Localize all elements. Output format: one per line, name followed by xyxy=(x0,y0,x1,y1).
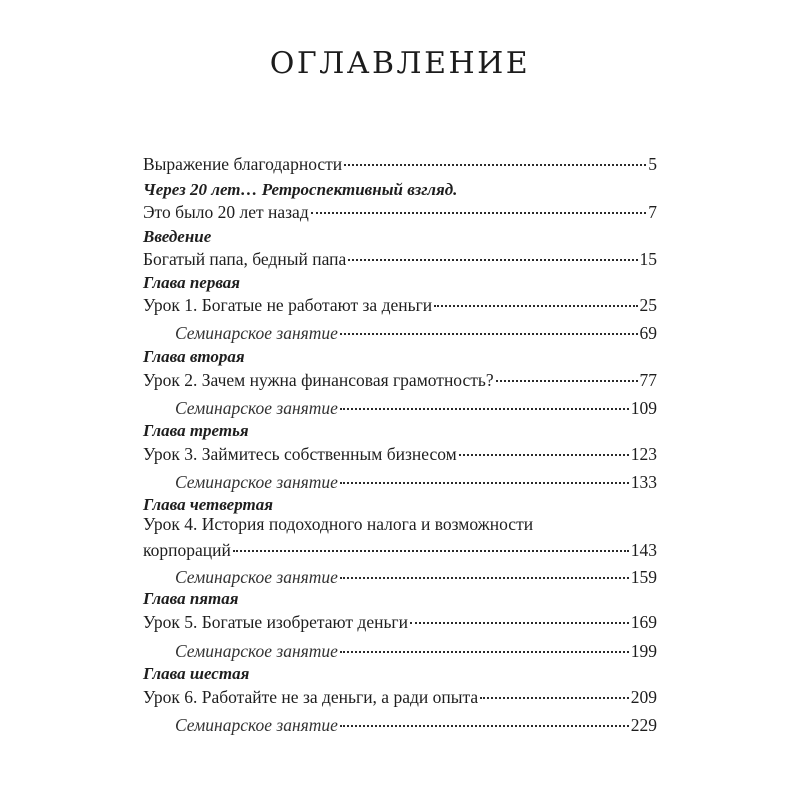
chapter-heading-4: Глава четвертая xyxy=(143,495,273,514)
page-number: 7 xyxy=(648,202,657,222)
page-number: 143 xyxy=(630,540,657,560)
dot-leader xyxy=(348,245,637,265)
toc-entry-lesson-3[interactable] xyxy=(143,440,657,464)
toc-entry-seminar-1[interactable] xyxy=(175,319,657,343)
section-heading-intro: Введение xyxy=(143,227,212,246)
entry-label: Это было 20 лет назад xyxy=(143,202,309,222)
section-heading-retro: Через 20 лет… Ретроспективный взгляд. xyxy=(143,180,458,199)
page-number: 15 xyxy=(639,249,657,269)
page-number: 133 xyxy=(630,472,657,492)
entry-label: Семинарское занятие xyxy=(175,715,338,735)
dot-leader xyxy=(340,394,629,414)
dot-leader xyxy=(410,608,629,628)
toc-entry-seminar-5[interactable] xyxy=(175,637,657,661)
toc-entry-intro[interactable] xyxy=(143,245,657,269)
entry-label: Семинарское занятие xyxy=(175,641,338,661)
dot-leader xyxy=(340,563,629,583)
dot-leader xyxy=(459,440,629,460)
dot-leader xyxy=(344,150,646,170)
toc-entry-acknowledgments[interactable] xyxy=(143,150,657,174)
chapter-heading-2: Глава вторая xyxy=(143,347,245,366)
entry-label: Урок 6. Работайте не за деньги, а ради опыта xyxy=(143,687,479,707)
entry-label: Семинарское занятие xyxy=(175,472,338,492)
entry-label: Урок 2. Зачем нужна финансовая грамотность? xyxy=(143,370,494,390)
toc-entry-lesson-4[interactable] xyxy=(143,536,657,560)
entry-label: Семинарское занятие xyxy=(175,398,338,418)
page-number: 77 xyxy=(639,370,657,390)
chapter-heading-3: Глава третья xyxy=(143,421,249,440)
page-title: ОГЛАВЛЕНИЕ xyxy=(269,46,531,81)
chapter-heading-5: Глава пятая xyxy=(143,589,239,608)
dot-leader xyxy=(311,198,647,218)
toc-entry-seminar-4[interactable] xyxy=(175,563,657,587)
toc-entry-lesson-5[interactable] xyxy=(143,608,657,632)
toc-entry-seminar-2[interactable] xyxy=(175,394,657,418)
entry-label: Урок 3. Займитесь собственным бизнесом xyxy=(143,444,457,464)
dot-leader xyxy=(340,637,629,657)
page-number: 199 xyxy=(630,641,657,661)
page-number: 229 xyxy=(630,715,657,735)
toc-entry-retro[interactable] xyxy=(143,198,657,222)
chapter-heading-6: Глава шестая xyxy=(143,664,250,683)
toc-entry-lesson-4-line1[interactable]: Урок 4. История подоходного налога и возможности xyxy=(143,514,534,534)
entry-label: Урок 1. Богатые не работают за деньги xyxy=(143,295,433,315)
entry-label: Выражение благодарности xyxy=(143,154,343,174)
entry-label: Богатый папа, бедный папа xyxy=(143,249,347,269)
dot-leader xyxy=(340,468,629,488)
dot-leader xyxy=(233,536,629,556)
entry-label: корпораций xyxy=(143,540,231,560)
entry-label: Семинарское занятие xyxy=(175,323,338,343)
dot-leader xyxy=(496,366,638,386)
entry-label: Урок 5. Богатые изобретают деньги xyxy=(143,612,408,632)
dot-leader xyxy=(340,319,638,339)
toc-entry-seminar-6[interactable] xyxy=(175,711,657,735)
page-number: 25 xyxy=(639,295,657,315)
page-number: 159 xyxy=(630,567,657,587)
page-number: 169 xyxy=(630,612,657,632)
chapter-heading-1: Глава первая xyxy=(143,273,241,292)
page-number: 109 xyxy=(630,398,657,418)
page-number: 123 xyxy=(630,444,657,464)
entry-label: Семинарское занятие xyxy=(175,567,338,587)
toc-entry-lesson-6[interactable] xyxy=(143,683,657,707)
page-number: 69 xyxy=(639,323,657,343)
toc-entry-seminar-3[interactable] xyxy=(175,468,657,492)
dot-leader xyxy=(434,291,637,311)
toc-entry-lesson-1[interactable] xyxy=(143,291,657,315)
page-number: 209 xyxy=(630,687,657,707)
toc-entry-lesson-2[interactable] xyxy=(143,366,657,390)
page-number: 5 xyxy=(648,154,657,174)
dot-leader xyxy=(340,711,629,731)
dot-leader xyxy=(480,683,629,703)
